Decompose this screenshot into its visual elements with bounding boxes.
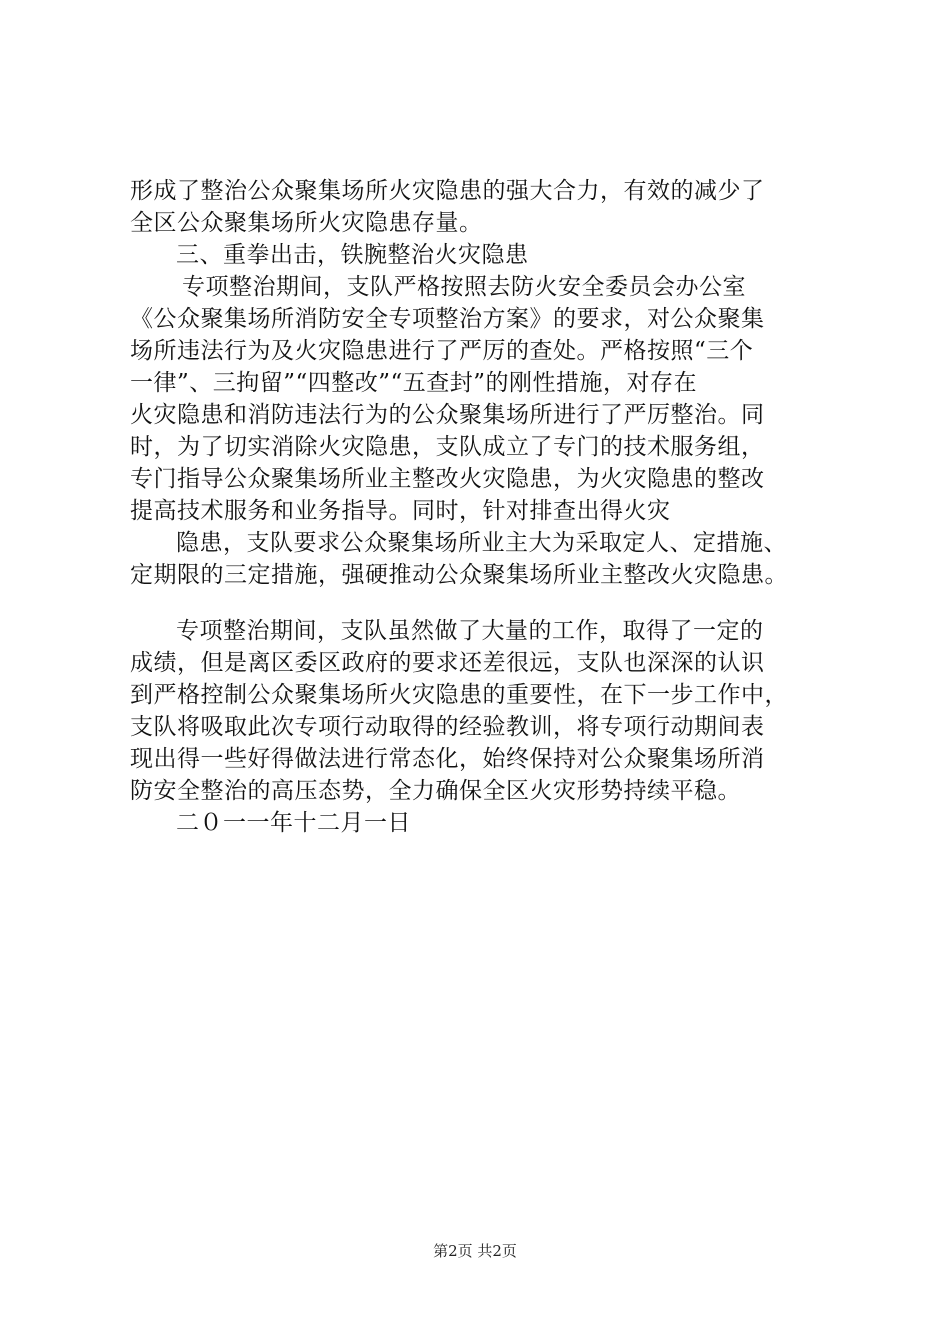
- text-line: 到严格控制公众聚集场所火灾隐患的重要性，在下一步工作中，: [130, 682, 788, 708]
- text-line: 隐患，支队要求公众聚集场所业主大为采取定人、定措施、: [176, 530, 787, 556]
- text-line: 全区公众聚集场所火灾隐患存量。: [130, 210, 483, 236]
- section-heading: 三、重拳出击，铁腕整治火灾隐患: [176, 242, 529, 268]
- text-line: 专门指导公众聚集场所业主整改火灾隐患，为火灾隐患的整改: [130, 466, 765, 492]
- text-line: 场所违法行为及火灾隐患进行了严厉的查处。严格按照“三个: [130, 338, 754, 364]
- document-date: 二０一一年十二月一日: [176, 810, 411, 836]
- text-line: 火灾隐患和消防违法行为的公众聚集场所进行了严厉整治。同: [130, 402, 765, 428]
- text-line: 定期限的三定措施，强硬推动公众聚集场所业主整改火灾隐患。: [130, 562, 788, 588]
- text-line: 支队将吸取此次专项行动取得的经验教训，将专项行动期间表: [130, 714, 765, 740]
- text-line: 成绩，但是离区委区政府的要求还差很远，支队也深深的认识: [130, 650, 765, 676]
- text-line: 形成了整治公众聚集场所火灾隐患的强大合力，有效的减少了: [130, 178, 765, 204]
- text-line: 专项整治期间，支队严格按照去防火安全委员会办公室: [182, 274, 746, 300]
- text-line: 一律”、三拘留”“四整改”“五查封”的刚性措施，对存在: [130, 370, 698, 396]
- text-line: 防安全整治的高压态势，全力确保全区火灾形势持续平稳。: [130, 778, 741, 804]
- text-line: 专项整治期间，支队虽然做了大量的工作，取得了一定的: [176, 618, 764, 644]
- text-line: 现出得一些好得做法进行常态化，始终保持对公众聚集场所消: [130, 746, 765, 772]
- text-line: 《公众聚集场所消防安全专项整治方案》的要求，对公众聚集: [130, 306, 765, 332]
- text-line: 提高技术服务和业务指导。同时，针对排查出得火灾: [130, 498, 671, 524]
- page-number-footer: 第2页 共2页: [433, 1242, 517, 1260]
- text-line: 时，为了切实消除火灾隐患，支队成立了专门的技术服务组，: [130, 434, 765, 460]
